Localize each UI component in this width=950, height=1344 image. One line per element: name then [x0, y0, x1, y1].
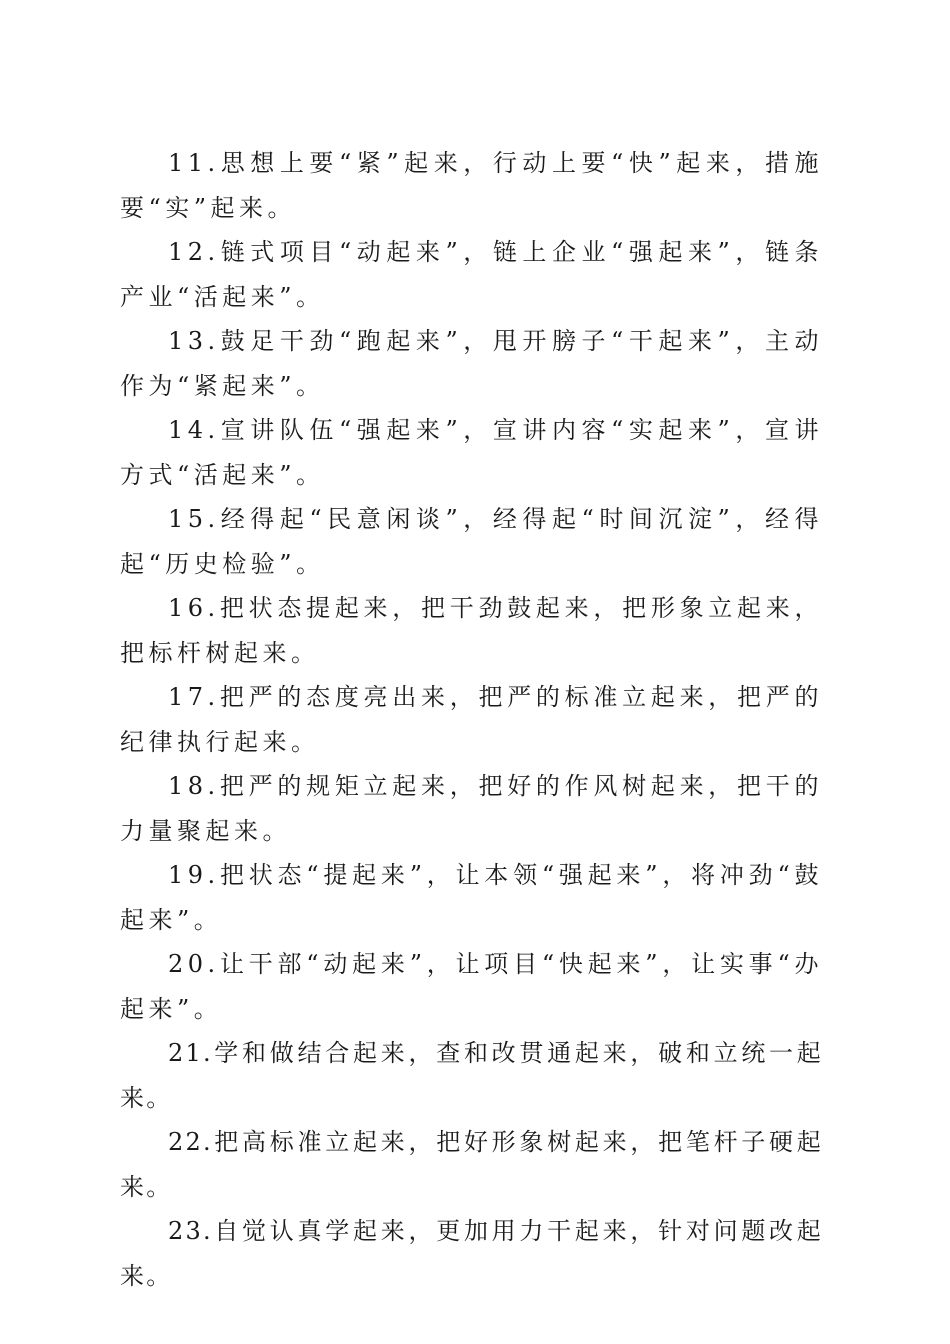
paragraph-11: 11.思想上要“紧”起来，行动上要“快”起来，措施要“实”起来。 — [120, 149, 823, 222]
paragraph-16: 16.把状态提起来，把干劲鼓起来，把形象立起来，把标杆树起来。 — [120, 594, 823, 667]
paragraph-15: 15.经得起“民意闲谈”，经得起“时间沉淀”，经得起“历史检验”。 — [120, 505, 823, 578]
paragraph-12: 12.链式项目“动起来”，链上企业“强起来”，链条产业“活起来”。 — [120, 238, 823, 311]
paragraph-18: 18.把严的规矩立起来，把好的作风树起来，把干的力量聚起来。 — [120, 772, 823, 845]
paragraph-22: 22.把高标准立起来，把好形象树起来，把笔杆子硬起来。 — [120, 1128, 823, 1201]
paragraph-17: 17.把严的态度亮出来，把严的标准立起来，把严的纪律执行起来。 — [120, 683, 823, 756]
paragraph-21: 21.学和做结合起来，查和改贯通起来，破和立统一起来。 — [120, 1039, 823, 1112]
paragraph-19: 19.把状态“提起来”，让本领“强起来”，将冲劲“鼓起来”。 — [120, 861, 823, 934]
paragraph-14: 14.宣讲队伍“强起来”，宣讲内容“实起来”，宣讲方式“活起来”。 — [120, 416, 823, 489]
paragraph-13: 13.鼓足干劲“跑起来”，甩开膀子“干起来”，主动作为“紧起来”。 — [120, 327, 823, 400]
document-body — [120, 141, 823, 1298]
paragraph-23: 23.自觉认真学起来，更加用力干起来，针对问题改起来。 — [120, 1217, 823, 1290]
paragraph-20: 20.让干部“动起来”，让项目“快起来”，让实事“办起来”。 — [120, 950, 823, 1023]
